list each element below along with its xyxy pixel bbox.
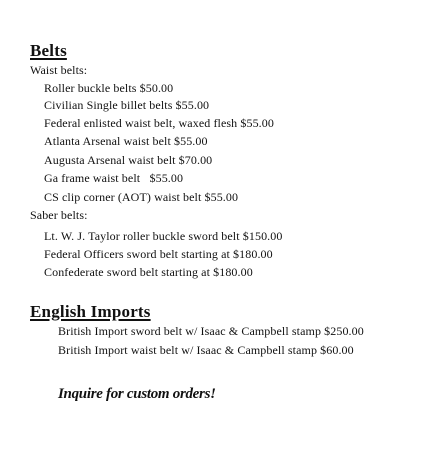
list-item: British Import sword belt w/ Isaac & Campbell stamp $250.00 xyxy=(58,324,364,338)
list-item: Confederate sword belt starting at $180.00 xyxy=(44,265,253,279)
list-item: Federal enlisted waist belt, waxed flesh $55.00 xyxy=(44,116,274,130)
saber-belts-label: Saber belts: xyxy=(30,208,88,222)
list-item: Ga frame waist belt $55.00 xyxy=(44,171,184,185)
list-item: Federal Officers sword belt starting at $180.00 xyxy=(44,247,273,261)
belts-heading: Belts xyxy=(30,41,67,60)
waist-belts-label: Waist belts: xyxy=(30,63,88,77)
english-imports-heading: English Imports xyxy=(30,302,151,321)
list-item: Atlanta Arsenal waist belt $55.00 xyxy=(44,134,208,148)
list-item: CS clip corner (AOT) waist belt $55.00 xyxy=(44,190,239,204)
list-item: British Import waist belt w/ Isaac & Campbell stamp $60.00 xyxy=(58,343,354,357)
list-item: Augusta Arsenal waist belt $70.00 xyxy=(44,153,213,167)
list-item: Roller buckle belts $50.00 xyxy=(44,81,174,95)
custom-orders-note: Inquire for custom orders! xyxy=(58,386,216,402)
list-item: Lt. W. J. Taylor roller buckle sword belt $150.00 xyxy=(44,229,283,243)
list-item: Civilian Single billet belts $55.00 xyxy=(44,98,210,112)
